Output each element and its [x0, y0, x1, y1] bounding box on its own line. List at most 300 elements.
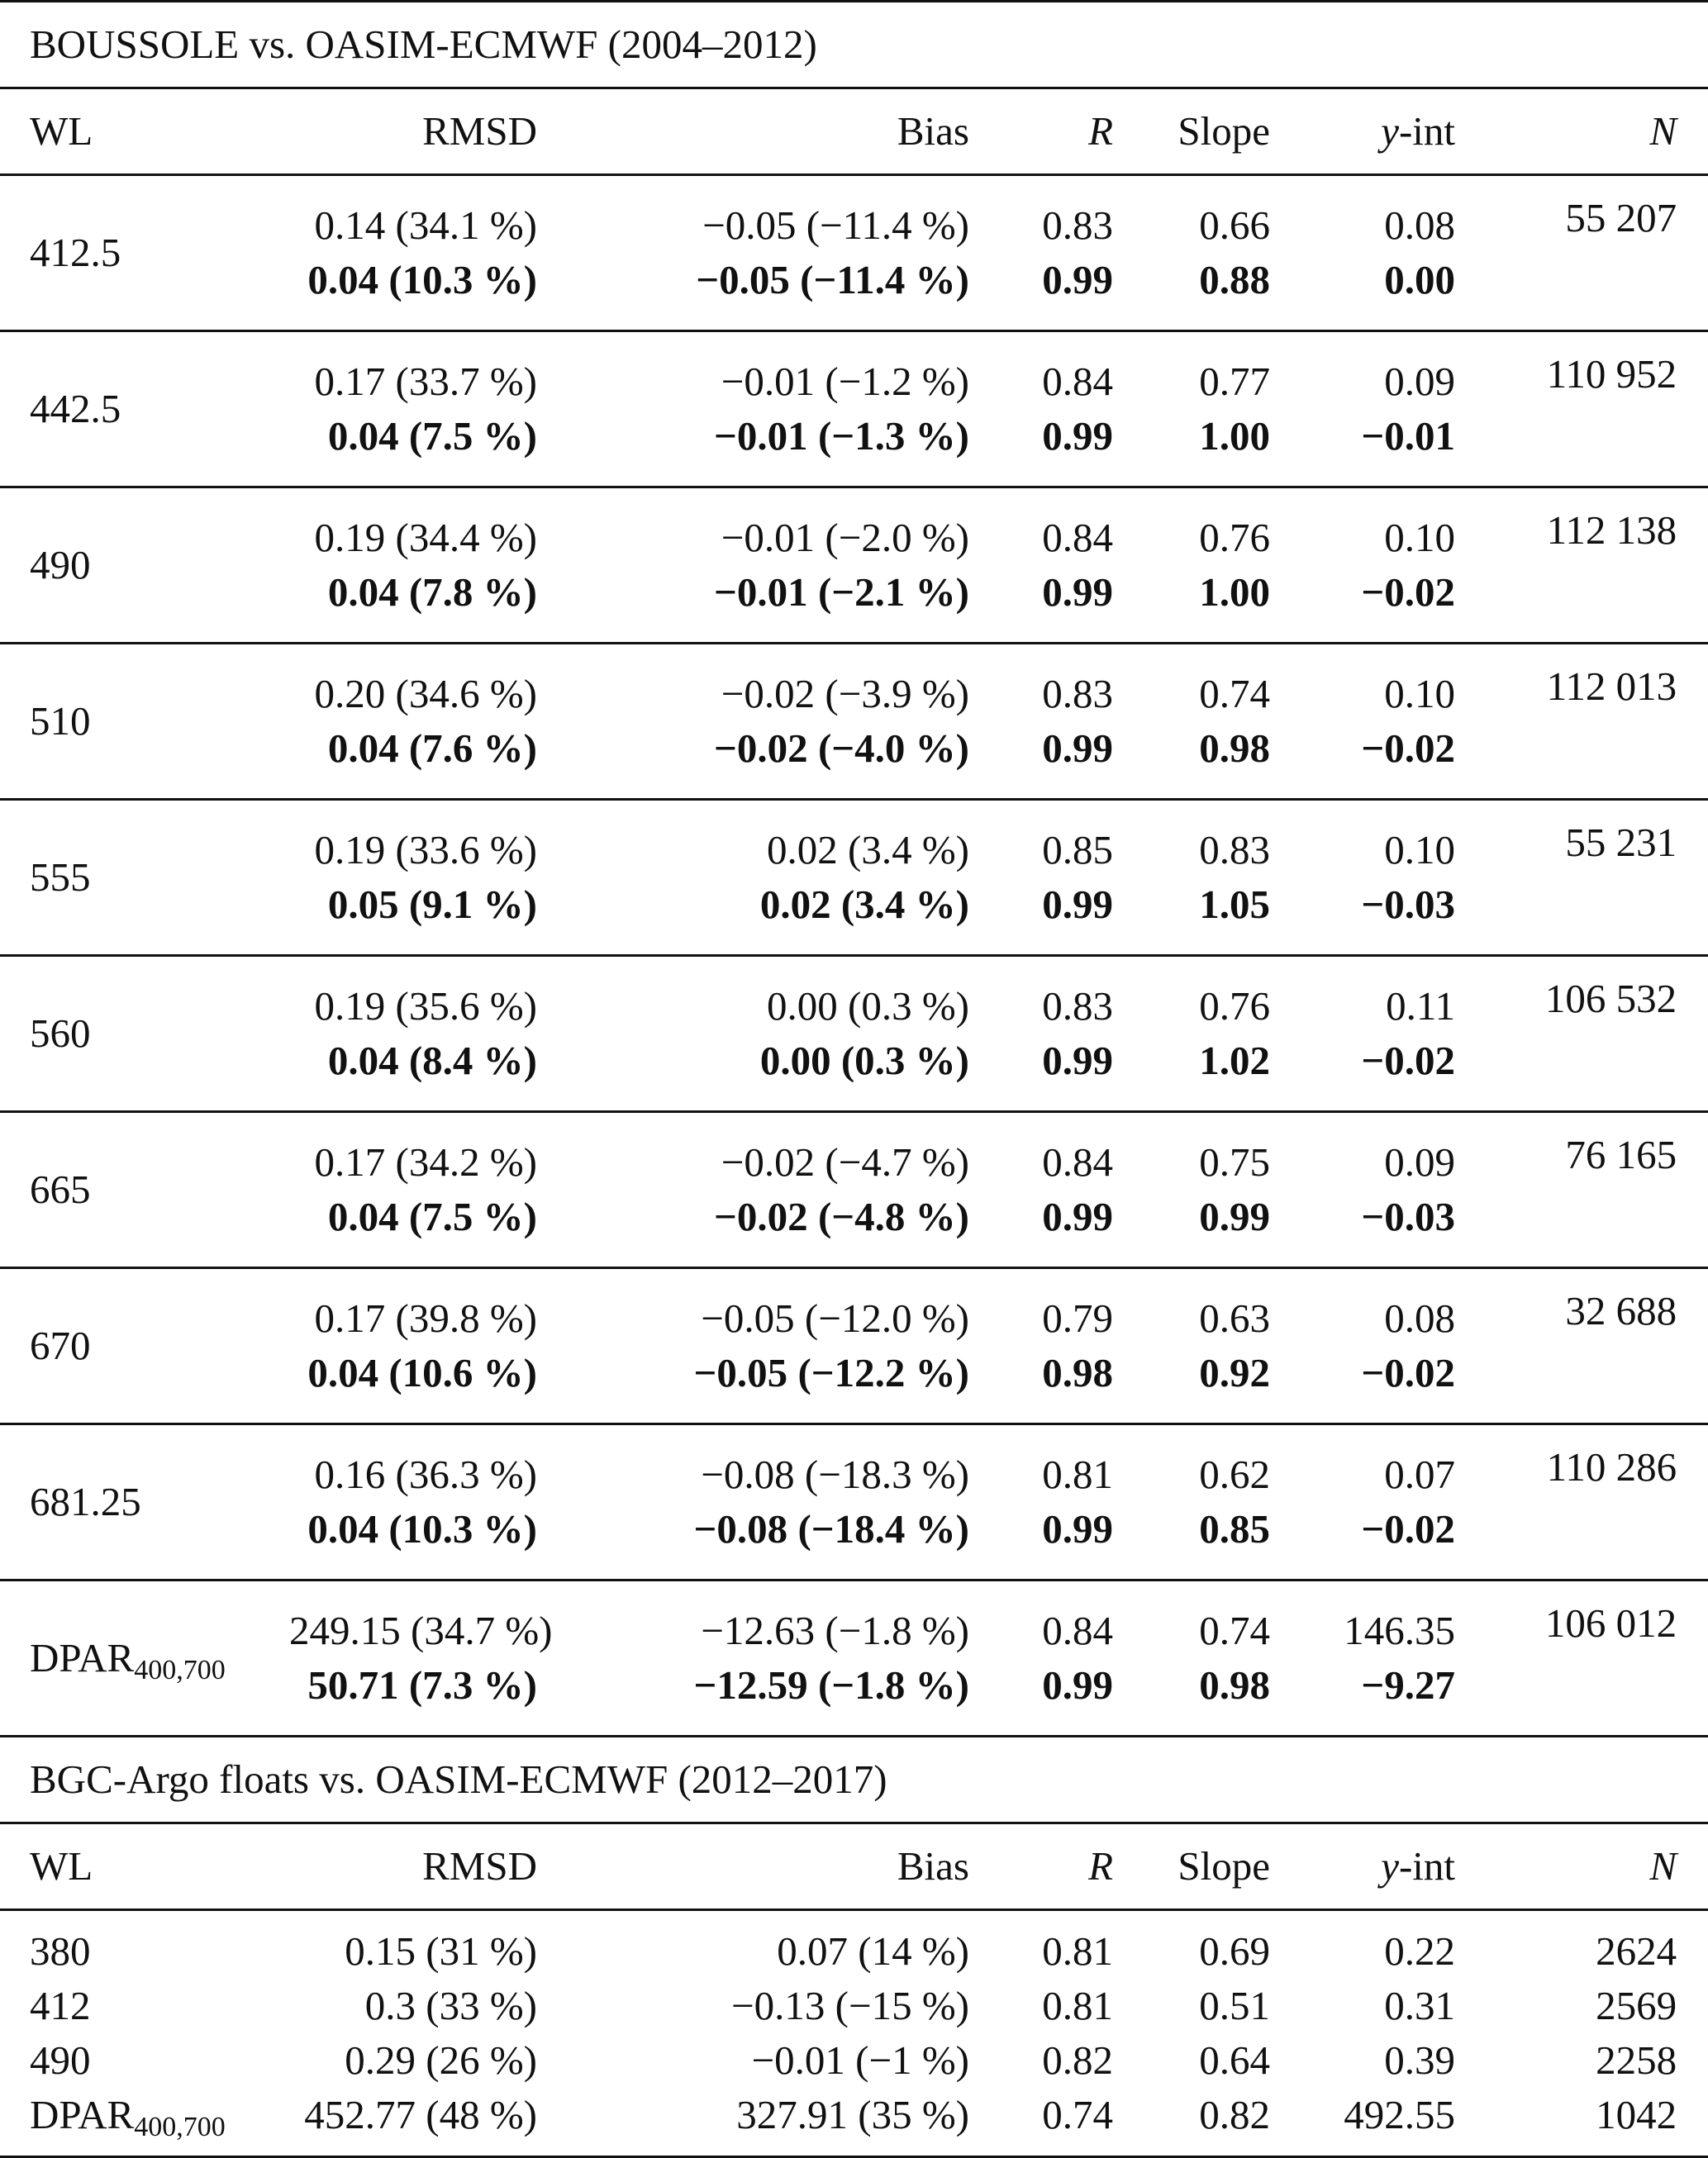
bias-bold-line	[620, 1034, 969, 1088]
n-cell: 112 013	[1475, 644, 1708, 800]
table-row	[0, 175, 1708, 331]
bias-cell	[620, 800, 992, 956]
wl-cell	[0, 1112, 289, 1268]
bias-percent: (−3.9 %)	[825, 671, 969, 716]
wl-value: 380	[30, 1928, 91, 1974]
n-cell: 2569	[1596, 1983, 1677, 2028]
r-cell	[992, 175, 1128, 331]
header-wl: WL	[0, 1823, 289, 1910]
bias-bold-percent: (−11.4 %)	[800, 257, 969, 302]
r-cell-value: 0.84	[1042, 359, 1113, 404]
bias-value: −0.02	[721, 1139, 816, 1185]
bias-cell: −0.01 (−1 %)	[751, 2037, 969, 2083]
wl-value: 412	[30, 1983, 91, 2028]
rmsd-cell: 452.77 (48 %)	[289, 2088, 620, 2157]
wl-cell	[0, 487, 289, 644]
r-cell-bold-value: 0.99	[1042, 1194, 1113, 1239]
rmsd-cell	[289, 1268, 620, 1424]
rmsd-cell	[289, 800, 620, 956]
rmsd-cell	[289, 175, 620, 331]
yint-cell-bold-value: −0.02	[1361, 725, 1455, 771]
r-cell-bold-value: 0.99	[1042, 1038, 1113, 1083]
slope-cell-bold-value: 0.98	[1199, 1662, 1270, 1708]
wl-cell	[0, 1580, 289, 1737]
slope-cell	[1128, 1424, 1289, 1580]
table-row	[0, 1424, 1708, 1580]
r-cell-value: 0.84	[1042, 1608, 1113, 1653]
yint-cell-value: 0.07	[1384, 1452, 1455, 1497]
rmsd-line	[289, 1291, 537, 1346]
yint-cell-bold-value: 0.00	[1384, 257, 1455, 302]
yint-cell-value: 0.10	[1384, 671, 1455, 716]
rmsd-bold-line	[289, 1502, 537, 1557]
slope-cell	[1128, 175, 1289, 331]
rmsd-cell: 0.29 (26 %)	[345, 2037, 537, 2083]
section-title: BGC-Argo floats vs. OASIM-ECMWF (2012–2017)	[0, 1737, 1708, 1823]
bias-cell	[620, 1112, 992, 1268]
table-row	[0, 487, 1708, 644]
bias-bold-value: −0.08	[693, 1506, 788, 1552]
bias-cell: −0.13 (−15 %)	[731, 1983, 969, 2028]
slope-cell-value: 0.75	[1199, 1139, 1270, 1185]
header-row	[0, 1823, 1708, 1910]
bias-line	[620, 1291, 969, 1346]
bias-line	[620, 667, 969, 721]
yint-cell	[1289, 1268, 1475, 1424]
table-row	[0, 2033, 1708, 2088]
bias-line	[620, 1135, 969, 1190]
yint-cell	[1289, 1424, 1475, 1580]
slope-cell-bold-value: 0.99	[1199, 1194, 1270, 1239]
header-slope: Slope	[1128, 1823, 1289, 1910]
yint-cell-value: 0.11	[1386, 983, 1455, 1029]
r-cell-value: 0.85	[1042, 827, 1113, 872]
rmsd-value: 249.15	[289, 1608, 401, 1653]
r-cell	[992, 331, 1128, 487]
section-title-row	[0, 2, 1708, 88]
rmsd-line	[289, 354, 537, 409]
slope-cell: 0.64	[1199, 2037, 1270, 2083]
rmsd-cell	[289, 644, 620, 800]
yint-cell	[1289, 956, 1475, 1112]
bias-percent: (−12.0 %)	[804, 1295, 969, 1341]
r-cell-bold-value: 0.99	[1042, 725, 1113, 771]
r-cell-bold-value: 0.99	[1042, 413, 1113, 459]
rmsd-value: 0.19	[314, 827, 386, 872]
slope-cell	[1128, 1580, 1289, 1737]
bias-bold-line	[620, 1190, 969, 1244]
rmsd-bold-percent: (9.1 %)	[408, 882, 537, 927]
section-title-row	[0, 1737, 1708, 1823]
header-yint	[1289, 1823, 1475, 1910]
rmsd-bold-value: 0.04	[307, 257, 379, 302]
rmsd-bold-percent: (7.5 %)	[408, 413, 537, 459]
slope-cell-bold-value: 1.05	[1199, 882, 1270, 927]
bias-cell	[620, 1580, 992, 1737]
header-yint	[1289, 88, 1475, 175]
n-cell: 112 138	[1475, 487, 1708, 644]
rmsd-bold-line	[289, 1190, 537, 1244]
rmsd-bold-percent: (10.6 %)	[388, 1350, 537, 1395]
rmsd-cell	[289, 1580, 620, 1737]
bias-bold-value: 0.00	[759, 1038, 831, 1083]
wl-value: 665	[30, 1167, 91, 1212]
rmsd-bold-line	[289, 877, 537, 932]
wl-value: 670	[30, 1323, 91, 1368]
wl-cell	[0, 175, 289, 331]
rmsd-bold-line	[289, 1346, 537, 1400]
yint-cell-value: 0.08	[1384, 1295, 1455, 1341]
r-cell	[992, 644, 1128, 800]
n-cell: 2624	[1596, 1928, 1677, 1974]
yint-cell	[1289, 487, 1475, 644]
slope-cell-value: 0.76	[1199, 515, 1270, 560]
wl-value: 560	[30, 1010, 91, 1056]
header-yint-rest: -int	[1398, 1843, 1455, 1889]
wl-cell	[0, 331, 289, 487]
bias-cell: 327.91 (35 %)	[620, 2088, 992, 2157]
yint-cell	[1289, 1112, 1475, 1268]
wl-subscript: 400,700	[134, 1655, 226, 1685]
rmsd-line	[289, 1447, 537, 1502]
yint-cell-bold-value: −0.02	[1361, 1350, 1455, 1395]
n-cell: 110 286	[1475, 1424, 1708, 1580]
bias-bold-percent: (−2.1 %)	[817, 569, 969, 615]
header-n: N	[1475, 1823, 1708, 1910]
bias-bold-value: −0.01	[714, 413, 808, 459]
rmsd-cell	[289, 1112, 620, 1268]
r-cell-value: 0.84	[1042, 1139, 1113, 1185]
bias-cell	[620, 1268, 992, 1424]
yint-cell-bold-value: −0.02	[1361, 1038, 1455, 1083]
slope-cell: 0.82	[1128, 2088, 1289, 2157]
n-cell: 55 231	[1475, 800, 1708, 956]
yint-cell-value: 0.09	[1384, 1139, 1455, 1185]
slope-cell-bold-value: 1.00	[1199, 413, 1270, 459]
rmsd-line	[289, 1135, 537, 1190]
table-row	[0, 800, 1708, 956]
bias-bold-value: 0.02	[759, 882, 831, 927]
rmsd-bold-value: 0.04	[327, 725, 399, 771]
r-cell-value: 0.81	[1042, 1452, 1113, 1497]
slope-cell-value: 0.83	[1199, 827, 1270, 872]
bias-bold-percent: (−4.8 %)	[817, 1194, 969, 1239]
bias-value: −0.01	[721, 359, 816, 404]
rmsd-percent: (34.4 %)	[395, 515, 537, 560]
bias-cell	[620, 1424, 992, 1580]
n-cell: 106 012	[1475, 1580, 1708, 1737]
bias-percent: (−18.3 %)	[804, 1452, 969, 1497]
bias-bold-line	[620, 565, 969, 620]
r-cell	[992, 956, 1128, 1112]
yint-cell: 0.39	[1384, 2037, 1455, 2083]
yint-cell-bold-value: −0.03	[1361, 882, 1455, 927]
wl-subscript: 400,700	[134, 2112, 226, 2142]
rmsd-value: 0.19	[314, 983, 386, 1029]
table-row	[0, 1580, 1708, 1737]
rmsd-percent: (34.1 %)	[395, 202, 537, 248]
wl-value: 681.25	[30, 1479, 141, 1524]
slope-cell-bold-value: 1.00	[1199, 569, 1270, 615]
r-cell-bold-value: 0.98	[1042, 1350, 1113, 1395]
bias-value: −0.08	[701, 1452, 795, 1497]
slope-cell-value: 0.76	[1199, 983, 1270, 1029]
rmsd-percent: (36.3 %)	[395, 1452, 537, 1497]
bias-percent: (0.3 %)	[848, 983, 969, 1029]
header-n: N	[1475, 88, 1708, 175]
r-cell	[992, 487, 1128, 644]
bias-percent: (3.4 %)	[848, 827, 969, 872]
n-cell: 32 688	[1475, 1268, 1708, 1424]
r-cell	[992, 1580, 1128, 1737]
slope-cell-value: 0.63	[1199, 1295, 1270, 1341]
rmsd-bold-percent: (7.5 %)	[408, 1194, 537, 1239]
yint-cell-bold-value: −9.27	[1361, 1662, 1455, 1708]
table-row	[0, 1910, 1708, 1980]
wl-value: DPAR	[30, 2092, 135, 2137]
rmsd-bold-value: 50.71	[307, 1662, 399, 1708]
table-row	[0, 1268, 1708, 1424]
rmsd-bold-value: 0.04	[327, 569, 399, 615]
rmsd-bold-percent: (10.3 %)	[388, 257, 537, 302]
yint-cell: 0.22	[1384, 1928, 1455, 1974]
yint-cell-bold-value: −0.02	[1361, 569, 1455, 615]
rmsd-value: 0.16	[314, 1452, 386, 1497]
yint-cell-value: 0.10	[1384, 515, 1455, 560]
yint-cell-bold-value: −0.03	[1361, 1194, 1455, 1239]
bias-value: −0.01	[721, 515, 816, 560]
rmsd-bold-percent: (7.3 %)	[408, 1662, 537, 1708]
bias-percent: (−1.2 %)	[825, 359, 969, 404]
yint-cell-bold-value: −0.01	[1361, 413, 1455, 459]
slope-cell-value: 0.74	[1199, 671, 1270, 716]
bias-bold-line	[620, 721, 969, 776]
yint-cell	[1289, 644, 1475, 800]
r-cell-value: 0.83	[1042, 671, 1113, 716]
r-cell-value: 0.79	[1042, 1295, 1113, 1341]
r-cell	[992, 800, 1128, 956]
rmsd-bold-value: 0.04	[327, 1194, 399, 1239]
header-r: R	[992, 1823, 1128, 1910]
n-cell: 76 165	[1475, 1112, 1708, 1268]
header-rmsd: RMSD	[289, 88, 620, 175]
rmsd-bold-value: 0.04	[307, 1506, 379, 1552]
slope-cell	[1128, 644, 1289, 800]
slope-cell	[1128, 487, 1289, 644]
bias-percent: (−2.0 %)	[825, 515, 969, 560]
bias-value: −0.05	[701, 1295, 795, 1341]
rmsd-bold-value: 0.04	[327, 1038, 399, 1083]
rmsd-value: 0.17	[314, 359, 386, 404]
header-rmsd: RMSD	[289, 1823, 620, 1910]
rmsd-percent: (34.2 %)	[395, 1139, 537, 1185]
bias-value: −0.05	[702, 202, 797, 248]
bias-bold-value: −0.01	[714, 569, 808, 615]
slope-cell-bold-value: 0.88	[1199, 257, 1270, 302]
rmsd-line	[289, 979, 537, 1034]
rmsd-value: 0.20	[314, 671, 386, 716]
rmsd-bold-percent: (10.3 %)	[388, 1506, 537, 1552]
rmsd-bold-value: 0.05	[327, 882, 399, 927]
rmsd-cell: 0.15 (31 %)	[345, 1928, 537, 1974]
r-cell: 0.82	[1042, 2037, 1113, 2083]
wl-cell	[0, 800, 289, 956]
slope-cell: 0.51	[1199, 1983, 1270, 2028]
n-cell: 1042	[1475, 2088, 1708, 2157]
bias-bold-percent: (−12.2 %)	[797, 1350, 969, 1395]
bias-cell	[620, 644, 992, 800]
wl-cell	[0, 644, 289, 800]
rmsd-cell: 0.3 (33 %)	[364, 1983, 537, 2028]
rmsd-bold-value: 0.04	[307, 1350, 379, 1395]
bias-bold-line	[620, 253, 969, 307]
rmsd-value: 0.17	[314, 1139, 386, 1185]
bias-line	[620, 979, 969, 1034]
bias-bold-line	[620, 409, 969, 463]
n-cell: 106 532	[1475, 956, 1708, 1112]
slope-cell	[1128, 956, 1289, 1112]
table-row	[0, 644, 1708, 800]
wl-value: 510	[30, 698, 91, 744]
rmsd-cell	[289, 487, 620, 644]
slope-cell-value: 0.66	[1199, 202, 1270, 248]
bias-cell	[620, 331, 992, 487]
header-yint-rest: -int	[1398, 108, 1455, 154]
wl-cell	[0, 1424, 289, 1580]
header-yint-y: y	[1381, 108, 1399, 154]
yint-cell-value: 146.35	[1344, 1608, 1455, 1653]
header-bias: Bias	[620, 88, 992, 175]
bias-cell	[620, 956, 992, 1112]
r-cell	[992, 1112, 1128, 1268]
bias-bold-line	[620, 1658, 969, 1713]
wl-cell	[0, 2088, 289, 2157]
rmsd-value: 0.17	[314, 1295, 386, 1341]
header-bias: Bias	[620, 1823, 992, 1910]
yint-cell	[1289, 331, 1475, 487]
slope-cell-value: 0.62	[1199, 1452, 1270, 1497]
r-cell-value: 0.84	[1042, 515, 1113, 560]
r-cell-bold-value: 0.99	[1042, 1662, 1113, 1708]
bias-bold-line	[620, 1502, 969, 1557]
bias-percent: (−4.7 %)	[825, 1139, 969, 1185]
bias-bold-value: −0.05	[693, 1350, 788, 1395]
wl-cell	[0, 956, 289, 1112]
section-title: BOUSSOLE vs. OASIM-ECMWF (2004–2012)	[0, 2, 1708, 88]
wl-cell	[0, 1910, 289, 1980]
table-body	[0, 2, 1708, 2157]
bias-value: −12.63	[701, 1608, 816, 1653]
bias-bold-percent: (0.3 %)	[840, 1038, 969, 1083]
bias-percent: (−1.8 %)	[825, 1608, 969, 1653]
bias-cell: 0.07 (14 %)	[777, 1928, 969, 1974]
rmsd-cell	[289, 1424, 620, 1580]
bias-value: 0.02	[767, 827, 838, 872]
n-cell: 110 952	[1475, 331, 1708, 487]
slope-cell-value: 0.77	[1199, 359, 1270, 404]
table-row	[0, 2088, 1708, 2157]
bias-bold-value: −0.05	[696, 257, 790, 302]
r-cell-bold-value: 0.99	[1042, 882, 1113, 927]
table-row	[0, 1979, 1708, 2033]
rmsd-bold-line	[289, 409, 537, 463]
bias-line	[620, 198, 969, 253]
yint-cell-value: 0.08	[1384, 202, 1455, 248]
n-cell: 55 207	[1475, 175, 1708, 331]
yint-cell-value: 0.09	[1384, 359, 1455, 404]
slope-cell	[1128, 800, 1289, 956]
wl-cell	[0, 1268, 289, 1424]
rmsd-percent: (34.6 %)	[395, 671, 537, 716]
rmsd-bold-value: 0.04	[327, 413, 399, 459]
rmsd-percent: (39.8 %)	[395, 1295, 537, 1341]
header-slope: Slope	[1128, 88, 1289, 175]
r-cell-value: 0.83	[1042, 983, 1113, 1029]
bias-bold-percent: (−18.4 %)	[797, 1506, 969, 1552]
bias-line	[620, 354, 969, 409]
rmsd-line	[289, 667, 537, 721]
wl-value: 490	[30, 542, 91, 587]
bias-value: −0.02	[721, 671, 816, 716]
rmsd-bold-percent: (8.4 %)	[408, 1038, 537, 1083]
bias-line	[620, 511, 969, 565]
bias-cell	[620, 175, 992, 331]
yint-cell-value: 0.10	[1384, 827, 1455, 872]
yint-cell	[1289, 800, 1475, 956]
bias-line	[620, 1604, 969, 1658]
rmsd-value: 0.19	[314, 515, 386, 560]
n-cell: 2258	[1596, 2037, 1677, 2083]
bias-bold-percent: (−1.8 %)	[817, 1662, 969, 1708]
bias-line	[620, 1447, 969, 1502]
bias-bold-value: −12.59	[693, 1662, 808, 1708]
rmsd-cell	[289, 956, 620, 1112]
rmsd-value: 0.14	[314, 202, 386, 248]
wl-cell	[0, 1979, 289, 2033]
yint-cell-bold-value: −0.02	[1361, 1506, 1455, 1552]
slope-cell	[1128, 1112, 1289, 1268]
table-row	[0, 956, 1708, 1112]
rmsd-line	[289, 511, 537, 565]
bias-value: 0.00	[767, 983, 838, 1029]
r-cell-value: 0.83	[1042, 202, 1113, 248]
r-cell-bold-value: 0.99	[1042, 569, 1113, 615]
bias-bold-percent: (3.4 %)	[840, 882, 969, 927]
header-yint-y: y	[1381, 1843, 1399, 1889]
slope-cell-value: 0.74	[1199, 1608, 1270, 1653]
rmsd-bold-line	[289, 253, 537, 307]
wl-value: DPAR	[30, 1635, 135, 1680]
rmsd-percent: (33.6 %)	[395, 827, 537, 872]
r-cell	[992, 1424, 1128, 1580]
slope-cell-bold-value: 0.92	[1199, 1350, 1270, 1395]
rmsd-percent: (35.6 %)	[395, 983, 537, 1029]
bias-bold-value: −0.02	[714, 725, 808, 771]
slope-cell	[1128, 1268, 1289, 1424]
rmsd-bold-line	[289, 1658, 537, 1713]
wl-cell	[0, 2033, 289, 2088]
rmsd-bold-percent: (7.8 %)	[408, 569, 537, 615]
slope-cell-bold-value: 1.02	[1199, 1038, 1270, 1083]
slope-cell	[1128, 331, 1289, 487]
r-cell	[992, 1268, 1128, 1424]
slope-cell-bold-value: 0.98	[1199, 725, 1270, 771]
rmsd-line	[289, 198, 537, 253]
wl-value: 412.5	[30, 230, 121, 275]
rmsd-percent: (33.7 %)	[395, 359, 537, 404]
bias-bold-percent: (−4.0 %)	[817, 725, 969, 771]
yint-cell	[1289, 1580, 1475, 1737]
